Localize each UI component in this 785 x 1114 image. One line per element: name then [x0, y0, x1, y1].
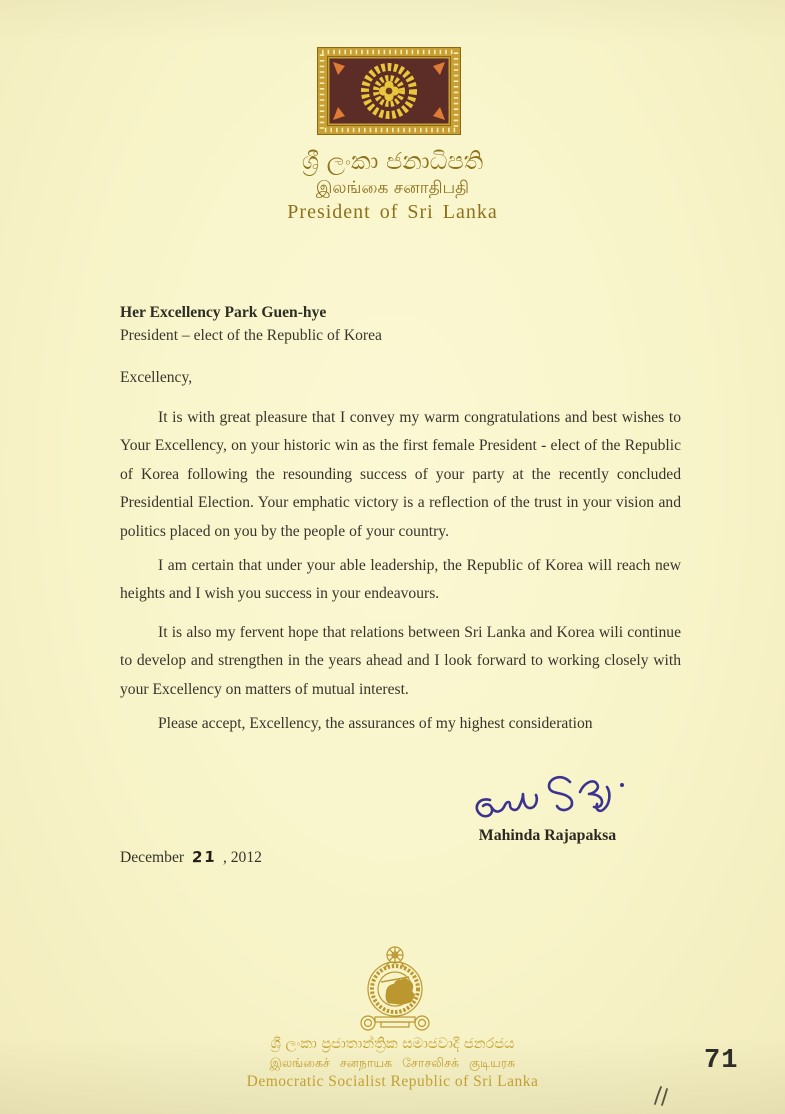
signatory-name: Mahinda Rajapaksa [478, 827, 617, 844]
letter-body [120, 404, 681, 738]
footer-line-tamil: இலங்கைச் சனநாயக சோசலிசக் குடியரசு [269, 1055, 516, 1070]
presidential-standard-flag-icon [317, 47, 461, 135]
paragraph-3: It is also my fervent hope that relations between Sri Lanka and Korea wili continue to develop and strengthen in the years ahead and I look forward to working closely with your Excellency on matters of mutual interest. [120, 623, 681, 698]
letterhead-title-sinhala: ශ්‍රී ලංකා ජනාධිපති [301, 147, 484, 175]
date-month: December [120, 849, 185, 866]
letterhead-title-english: President of Sri Lanka [287, 201, 498, 223]
paragraph-1: It is with great pleasure that I convey my warm congratulations and best wishes to Your Excellency, on your historic win as the first female President - elect of the Republic of Korea following the resounding success of your party at the recently concluded Presidential Election. Your emphatic victory is a reflection of the trust in your vision and politics placed on you by the people of your country. [120, 409, 681, 540]
page-number: 71 [704, 1046, 739, 1076]
national-emblem-icon [355, 944, 435, 1036]
date-rest: , 2012 [222, 849, 262, 866]
footer-line-english: Democratic Socialist Republic of Sri Lanka [246, 1073, 539, 1090]
salutation: Excellency, [120, 369, 193, 386]
recipient-block [120, 301, 681, 347]
handwritten-mark-icon [648, 1082, 676, 1110]
signature-image [466, 760, 634, 822]
recipient-title: President – elect of the Republic of Korea [120, 327, 382, 344]
recipient-name: Her Excellency Park Guen-hye [120, 304, 327, 321]
closing-line: Please accept, Excellency, the assurances of my highest consideration [158, 715, 593, 733]
letterhead-title-tamil: இலங்கை சனாதிபதி [315, 178, 470, 198]
date-day-handwritten: 21 [191, 847, 218, 867]
date-line [120, 848, 262, 867]
footer-line-sinhala: ශ්‍රී ලංකා ප්‍රජාතාන්ත්‍රික සමාජවාදී ජනරජය [270, 1036, 515, 1052]
paragraph-2: I am certain that under your able leadership, the Republic of Korea will reach new heights and I wish you success in your endeavours. [120, 557, 681, 603]
